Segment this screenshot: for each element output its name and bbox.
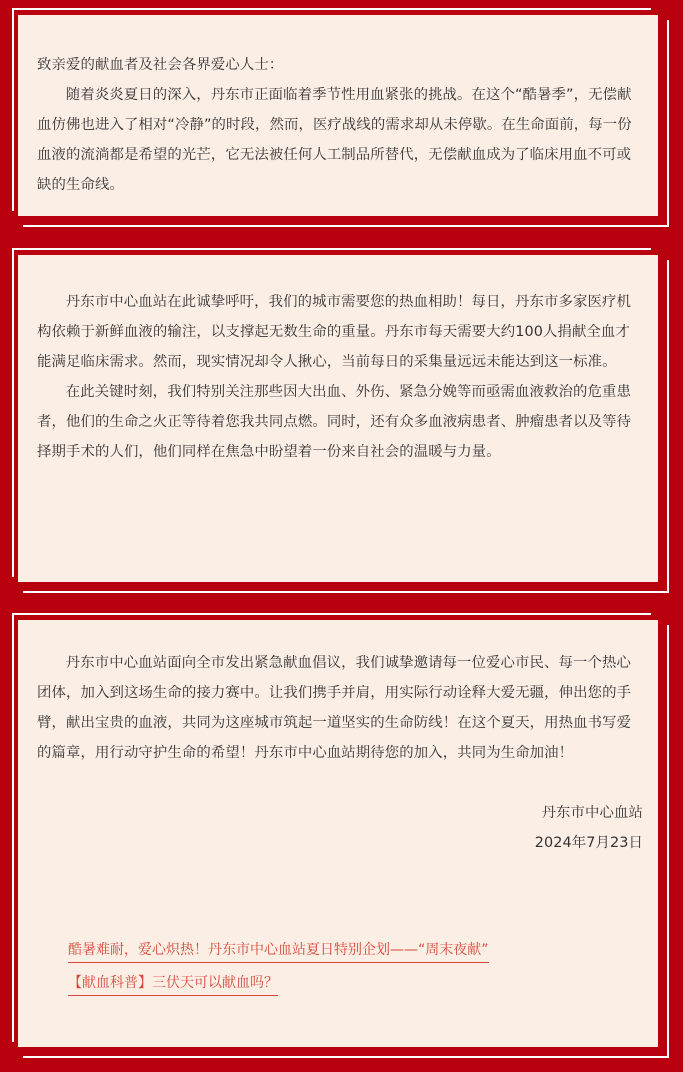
appeal-text [37, 287, 643, 467]
frame-line-top [12, 8, 651, 10]
intro-text [37, 50, 643, 200]
related-link-dog-days[interactable]: 【献血科普】三伏天可以献血吗？ [68, 973, 278, 996]
intro-paragraph: 随着炎炎夏日的深入，丹东市正面临着季节性用血紧张的挑战。在这个“酷暑季”，无偿献血仿佛也进入了相对“冷静”的时段，然而，医疗战线的需求却从未停歇。在生命面前，每一份血液的流淌都是希望的光芒，它无法被任何人工制品所替代，无偿献血成为了临床用血不可或缺的生命线。 [37, 87, 632, 193]
related-links-2 [68, 972, 278, 996]
frame-line-bottom [23, 591, 669, 593]
appeal-card [15, 252, 661, 585]
date: 2024年7月23日 [534, 835, 643, 851]
signature: 丹东市中心血站 [541, 805, 643, 821]
frame-line-top [12, 248, 651, 250]
initiative-text [37, 648, 643, 858]
frame-line-bottom [23, 1056, 669, 1058]
frame-line-bottom [23, 225, 669, 227]
appeal-paragraph-1: 丹东市中心血站在此诚挚呼吁，我们的城市需要您的热血相助！每日，丹东市多家医疗机构依赖于新鲜血液的输注，以支撑起无数生命的重量。丹东市每天需要大约100人捐献全血才能满足临床需求。然而，现实情况却令人揪心，当前每日的采集量远远未能达到这一标准。 [37, 294, 631, 370]
related-links [68, 939, 489, 963]
appeal-paragraph-2: 在此关键时刻，我们特别关注那些因大出血、外伤、紧急分娩等而亟需血液救治的危重患者，他们的生命之火正等待着您我共同点燃。同时，还有众多血液病患者、肿瘤患者以及等待择期手术的人们，他们同样在焦急中盼望着一份来自社会的温暖与力量。 [37, 384, 632, 460]
frame-line-top [12, 613, 651, 615]
salutation: 致亲爱的献血者及社会各界爱心人士： [37, 57, 284, 73]
initiative-paragraph: 丹东市中心血站面向全市发出紧急献血倡议，我们诚挚邀请每一位爱心市民、每一个热心团体，加入到这场生命的接力赛中。让我们携手并肩，用实际行动诠释大爱无疆，伸出您的手臂，献出宝贵的血液，共同为这座城市筑起一道坚实的生命防线！在这个夏天，用热血书写爱的篇章，用行动守护生命的希望！丹东市中心血站期待您的加入，共同为生命加油！ [37, 655, 632, 761]
related-link-weekend-night[interactable]: 酷暑难耐，爱心炽热！丹东市中心血站夏日特别企划——“周末夜献” [68, 940, 489, 963]
intro-card [15, 12, 661, 219]
initiative-card [15, 617, 661, 1050]
